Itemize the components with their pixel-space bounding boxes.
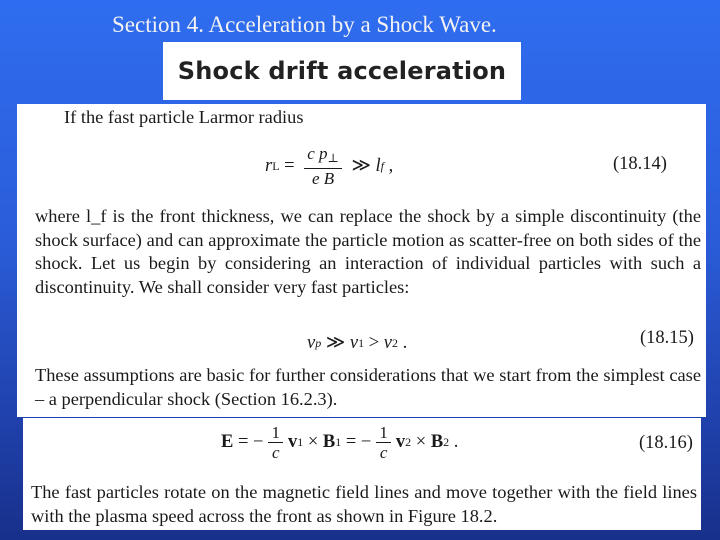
equation-18-15: v p ≫ v 1 > v 2 . (18.15) xyxy=(307,328,694,353)
where-paragraph: where l_f is the front thickness, we can replace the shock by a simple discontinuity (the shock surface) and can approximate the particle motion as scatter-free on both sides of the shock. Let us begin by considering an interaction of individual particles with such a discontinuity. We shall consider very fast particles: xyxy=(35,206,701,297)
section-heading: Shock drift acceleration xyxy=(177,57,507,85)
heading-box xyxy=(163,42,521,100)
equation-18-14: r L = $\frac{c p_\perp}{\text{e B}}$ ≫ l f , (18.14) xyxy=(265,144,667,188)
intro-text: If the fast particle Larmor radius xyxy=(64,107,304,127)
equation-number: (18.15) xyxy=(640,328,694,348)
final-paragraph: The fast particles rotate on the magnetic field lines and move together with the field lines with the plasma speed across the front as shown in Figure 18.2. xyxy=(31,482,697,526)
assumptions-paragraph: These assumptions are basic for further considerations that we start from the simplest case – a perpendicular shock (Section 16.2.3). xyxy=(35,365,701,409)
text-panel-upper xyxy=(17,104,706,417)
slide-title: Section 4. Acceleration by a Shock Wave. xyxy=(112,12,497,37)
equation-number: (18.16) xyxy=(639,433,693,453)
equation-18-16: E = − $\frac{1}{c}$ v 1 × B 1 = − $\frac{1}{c}$ v 2 × B 2 . (18.16) xyxy=(221,423,693,462)
equation-number: (18.14) xyxy=(613,154,667,174)
text-panel-lower xyxy=(23,418,701,530)
